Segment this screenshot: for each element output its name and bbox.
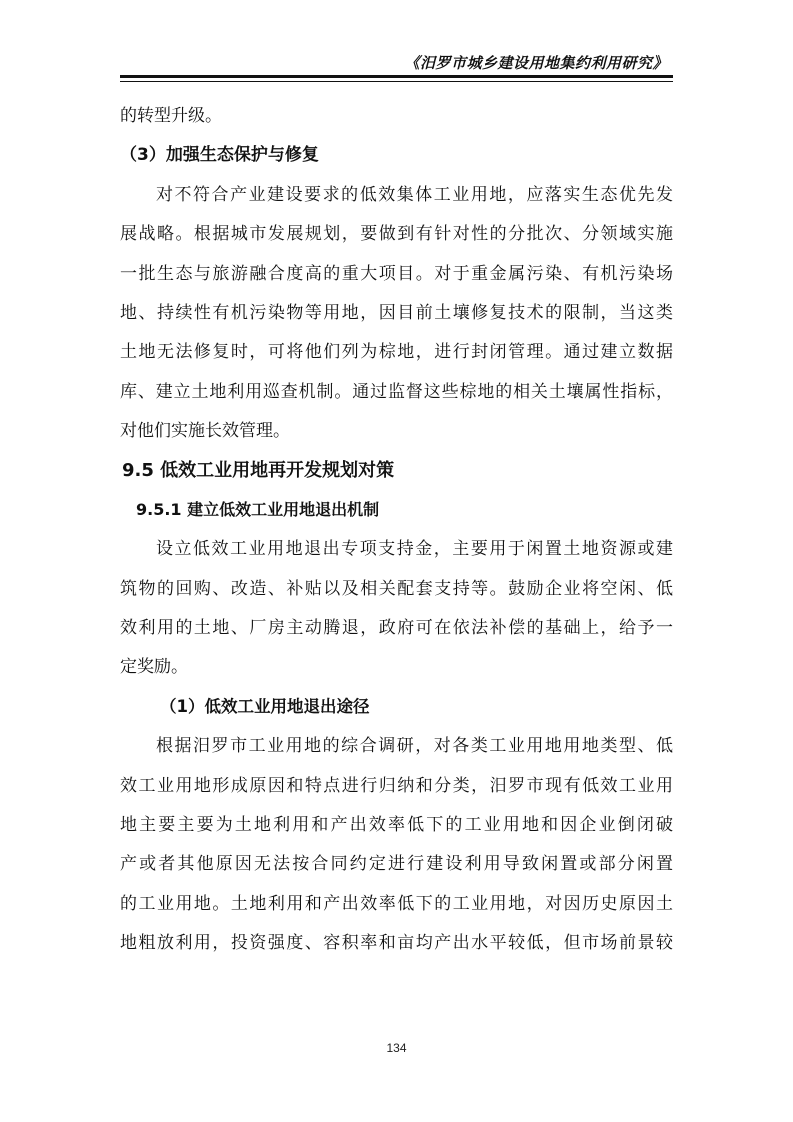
body-text-line: 效工业用地形成原因和特点进行归纳和分类，汨罗市现有低效工业用 [120, 775, 673, 796]
body-text-line: 的工业用地。土地利用和产出效率低下的工业用地，对因历史原因土 [120, 893, 673, 914]
item-heading: （1）低效工业用地退出途径 [160, 696, 370, 716]
body-text-line: 筑物的回购、改造、补贴以及相关配套支持等。鼓励企业将空闲、低 [120, 578, 673, 599]
paragraph-last-line: 定奖励。 [120, 657, 188, 678]
section-heading: 9.5 低效工业用地再开发规划对策 [122, 459, 395, 481]
header-title: 《汨罗市城乡建设用地集约利用研究》 [404, 54, 668, 72]
header-rule-thick [120, 75, 673, 78]
body-text-line: 地、持续性有机污染物等用地，因目前土壤修复技术的限制，当这类 [120, 302, 673, 323]
subsection-heading: 9.5.1 建立低效工业用地退出机制 [136, 499, 380, 519]
paragraph-first-line: 对不符合产业建设要求的低效集体工业用地，应落实生态优先发 [156, 184, 673, 205]
page-number: 134 [386, 1041, 407, 1055]
body-text-line: 效利用的土地、厂房主动腾退，政府可在依法补偿的基础上，给予一 [120, 618, 673, 639]
page-body [120, 101, 673, 968]
body-text-line: 库、建立土地利用巡查机制。通过监督这些棕地的相关土壤属性指标， [120, 381, 673, 402]
subheading: （3）加强生态保护与修复 [120, 145, 319, 166]
body-text-line: 展战略。根据城市发展规划，要做到有针对性的分批次、分领域实施 [120, 224, 673, 245]
body-text-line: 产或者其他原因无法按合同约定进行建设利用导致闲置或部分闲置 [120, 854, 673, 875]
paragraph-last-line: 对他们实施长效管理。 [120, 421, 290, 442]
body-text-line: 地主要主要为土地利用和产出效率低下的工业用地和因企业倒闭破 [120, 815, 673, 836]
header-rule-thin [120, 81, 673, 82]
paragraph-first-line: 设立低效工业用地退出专项支持金，主要用于闲置土地资源或建 [156, 539, 673, 560]
body-text-line: 土地无法修复时，可将他们列为棕地，进行封闭管理。通过建立数据 [120, 342, 673, 363]
paragraph-first-line: 根据汨罗市工业用地的综合调研，对各类工业用地用地类型、低 [156, 736, 673, 757]
paragraph-last-line: 的转型升级。 [120, 106, 222, 126]
body-text-line: 一批生态与旅游融合度高的重大项目。对于重金属污染、有机污染场 [120, 263, 673, 284]
body-text-line: 地粗放利用，投资强度、容积率和亩均产出水平较低，但市场前景较 [120, 933, 673, 954]
